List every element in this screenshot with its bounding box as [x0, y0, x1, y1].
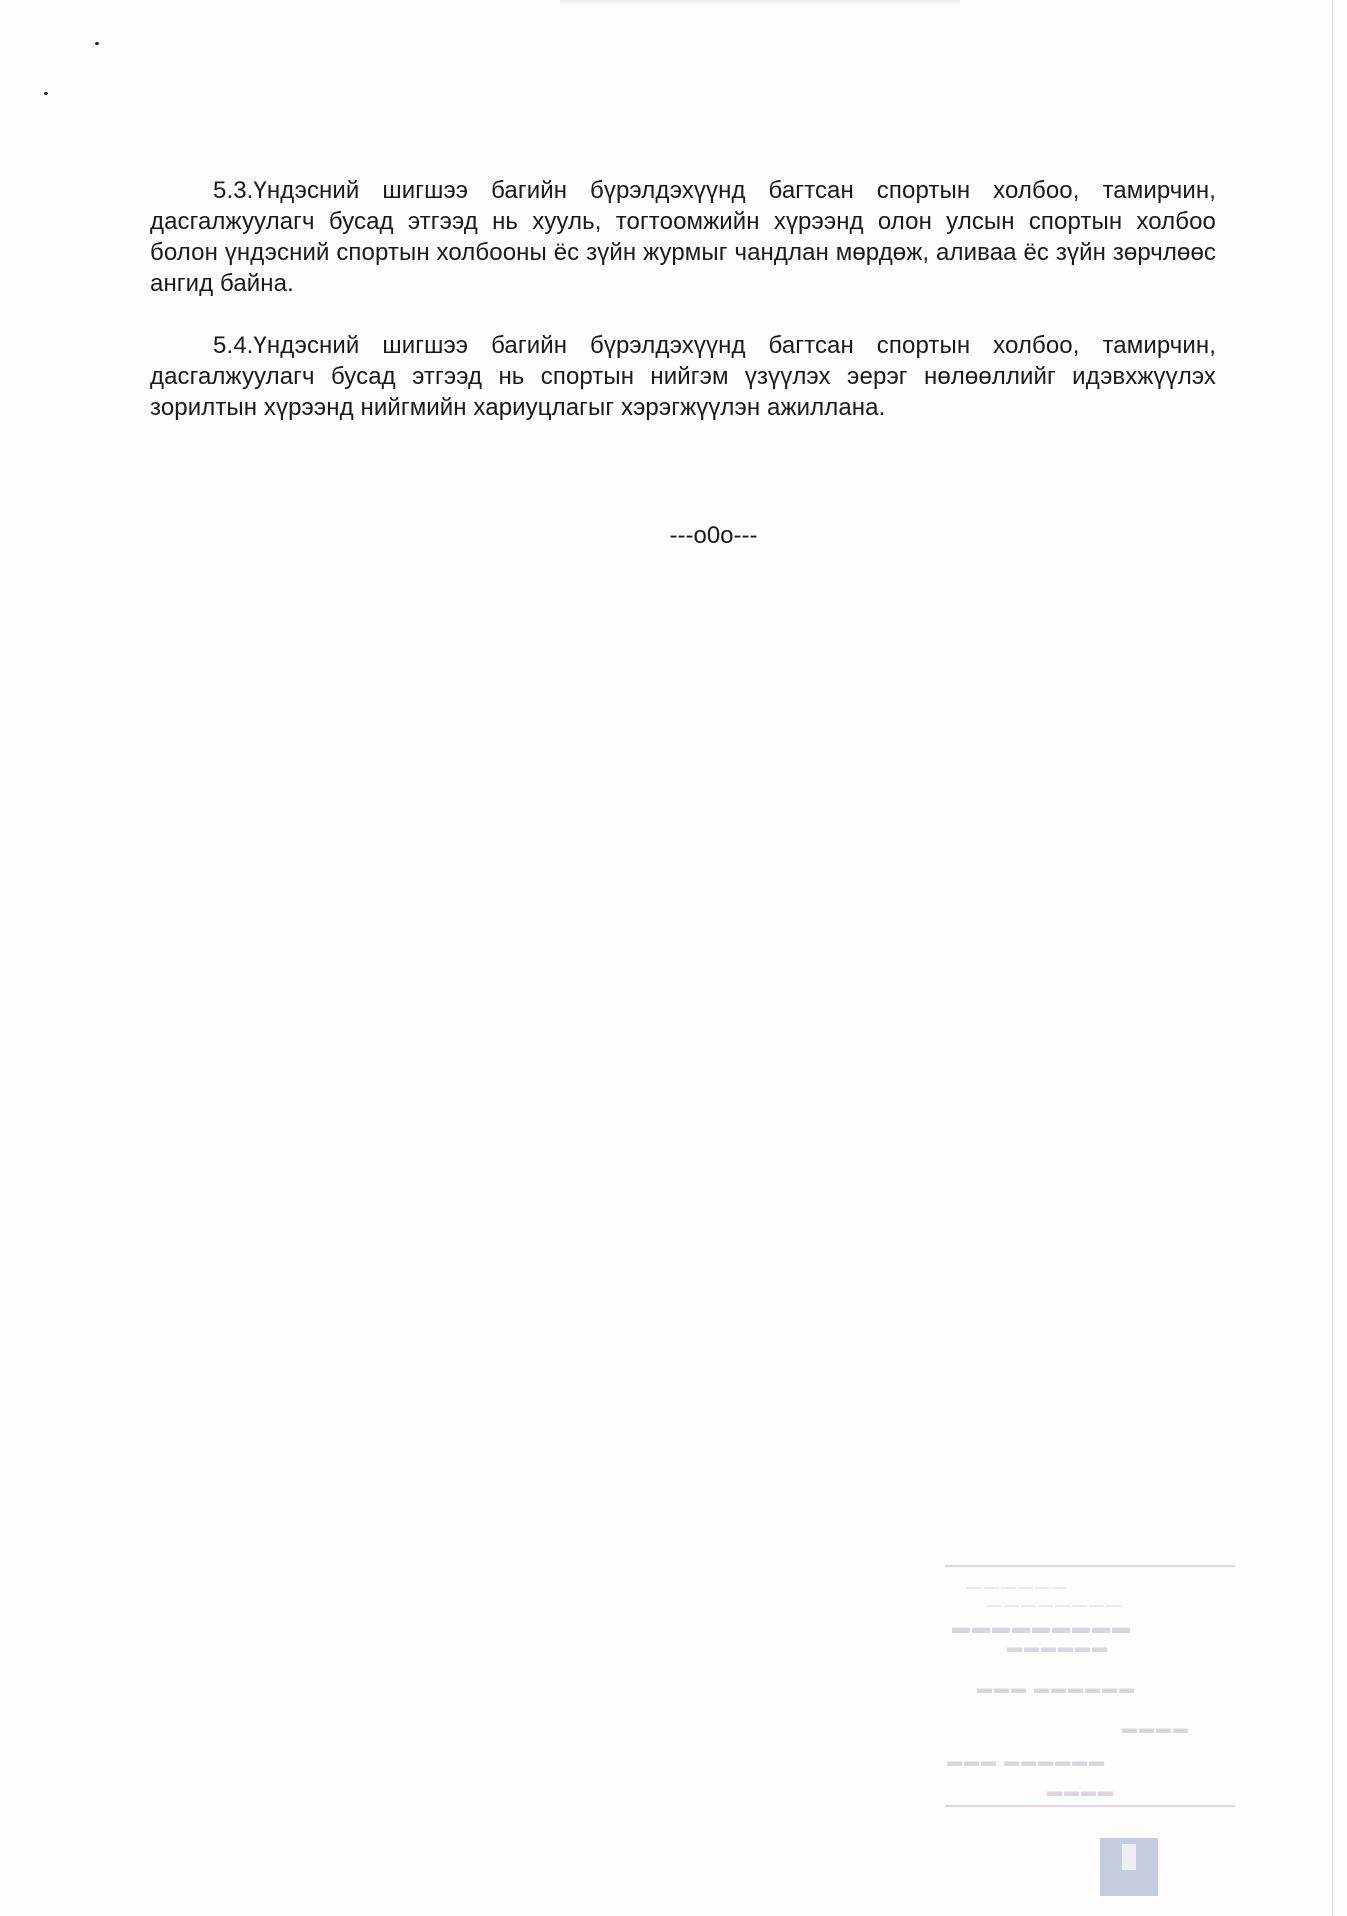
paragraph-5-4: 5.4.Үндэсний шигшээ багийн бүрэлдэхүүнд багтсан спортын холбоо, тамирчин, дасгалжуулагч бусад этгээд нь спортын нийгэм үзүүлэх эерэг нөлөөллийг идэвхжүүлэх зорилтын хүрээнд нийгмийн хариуцлагыг хэрэгжүүлэн ажиллана.	[150, 332, 1216, 421]
scan-edge	[1332, 0, 1333, 1916]
state-emblem-icon	[1100, 1838, 1158, 1896]
scan-edge	[560, 0, 960, 6]
paragraph-5-3: 5.3.Үндэсний шигшээ багийн бүрэлдэхүүнд багтсан спортын холбоо, тамирчин, дасгалжуулагч бусад этгээд нь хууль, тогтоомжийн хүрээнд олон улсын спортын холбоо болон үндэсний спортын холбооны ёс зүйн журмыг чандлан мөрдөж, аливаа ёс зүйн зөрчлөөс ангид байна.	[150, 177, 1216, 297]
official-stamp: —————— ———————— ▬▬▬▬▬▬▬▬▬ ▬▬▬▬▬▬ ▬▬▬▬▬▬ ▬▬▬ ▬▬▬▬ ▬▬▬▬▬▬ ▬▬▬ ▬▬▬▬	[945, 1565, 1235, 1817]
end-of-document-mark: ---o0o---	[669, 522, 758, 549]
scan-speck	[95, 42, 99, 45]
scan-speck	[44, 92, 48, 95]
